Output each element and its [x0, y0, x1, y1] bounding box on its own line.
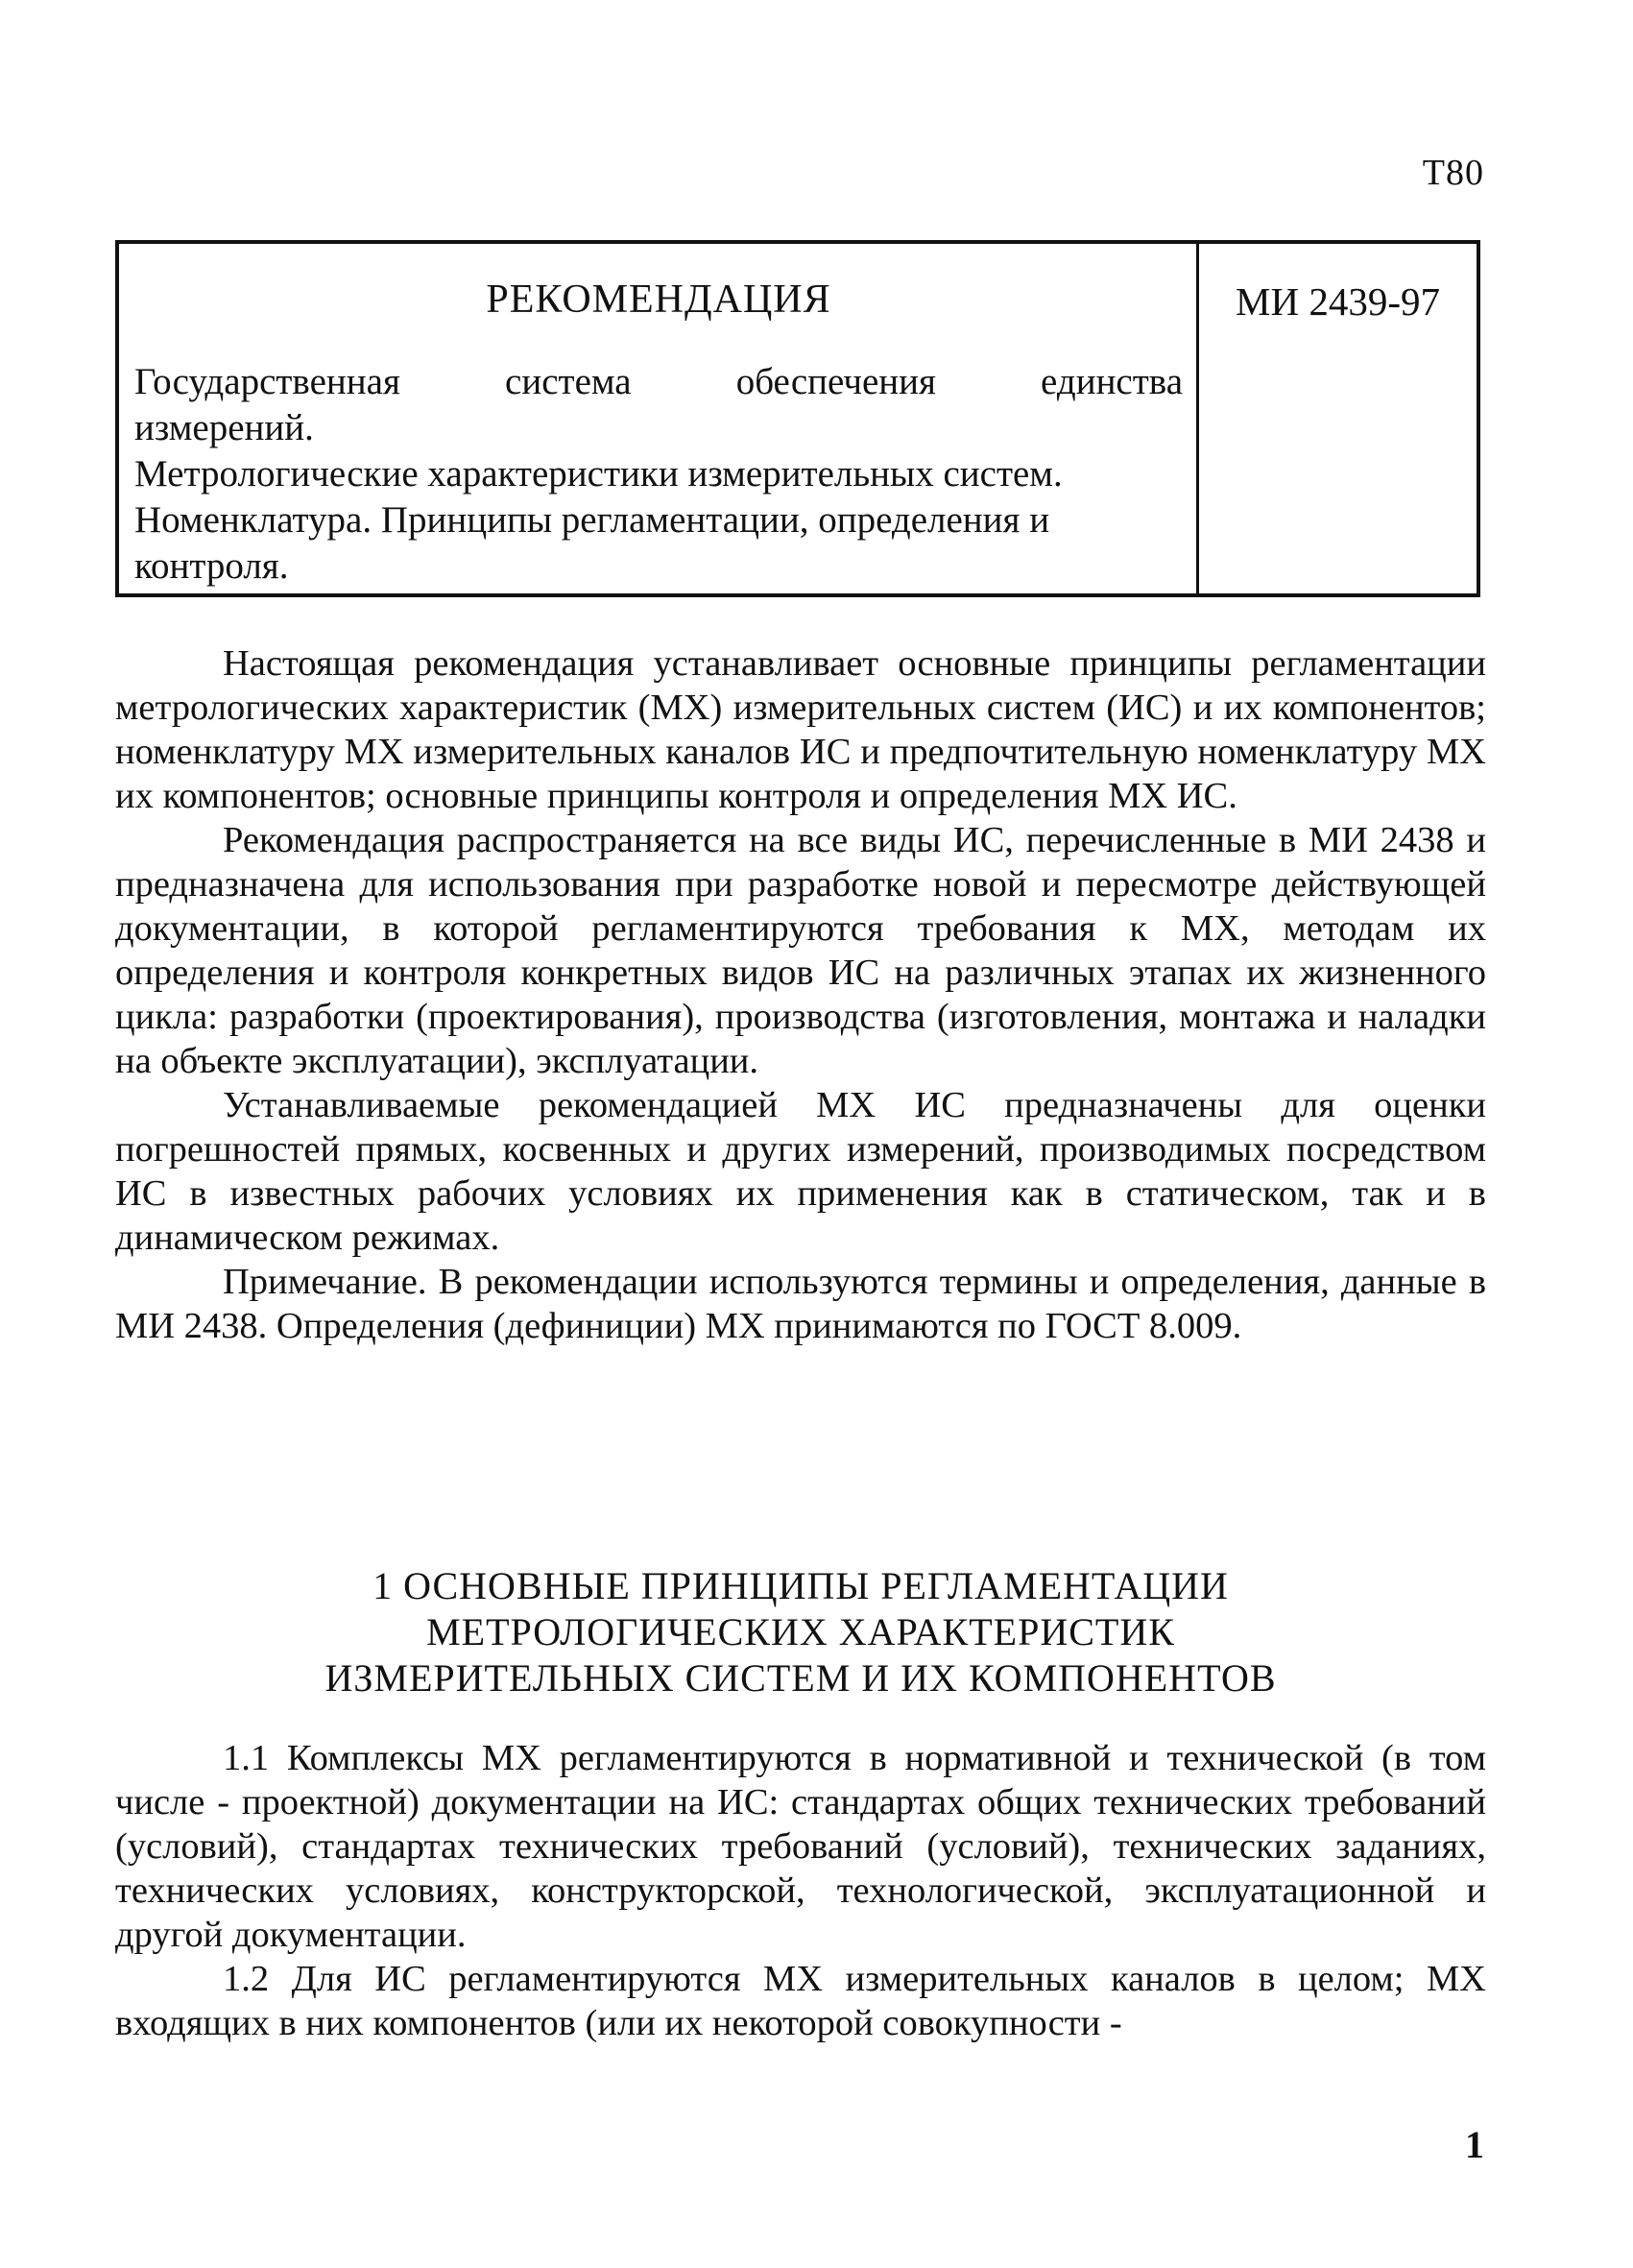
document-subject — [134, 359, 1183, 590]
subject-line: контроля. — [134, 545, 289, 587]
subject-line: Метрологические характеристики измерительных систем. — [134, 453, 1063, 495]
intro-text — [115, 641, 1486, 1348]
clause-1-2: 1.2 Для ИС регламентируются МХ измерительных каналов в целом; МХ входящих в них компонентов (или их некоторой совокупности - — [115, 1959, 1486, 2043]
header-number-cell — [1199, 244, 1477, 593]
document-number: МИ 2439-97 — [1236, 279, 1440, 324]
document-header-table — [115, 240, 1480, 597]
section-1-body — [115, 1736, 1486, 2045]
subject-line: Номенклатура. Принципы регламентации, определения и — [134, 499, 1050, 541]
intro-paragraph: Настоящая рекомендация устанавливает основные принципы регламентации метрологических характеристик (МХ) измерительных систем (ИС) и их компонентов; номенклатуру МХ измерительных каналов ИС и предпочтительную номенклатуру МХ их компонентов; основные принципы контроля и определения МХ ИС. — [115, 643, 1486, 816]
section-1-heading — [115, 1563, 1486, 1701]
intro-paragraph: Рекомендация распространяется на все виды ИС, перечисленные в МИ 2438 и предназначена для использования при разработке новой и пересмотре действующей документации, в которой регламентируются требования к МХ, методам их определения и контроля конкретных видов ИС на различных этапах их жизненного цикла: разработки (проектирования), производства (изготовления, монтажа и наладки на объекте эксплуатации), эксплуатации. — [115, 820, 1486, 1081]
heading-line: МЕТРОЛОГИЧЕСКИХ ХАРАКТЕРИСТИК — [426, 1610, 1175, 1653]
intro-paragraph: Устанавливаемые рекомендацией МХ ИС предназначены для оценки погрешностей прямых, косвенных и других измерений, производимых посредством ИС в известных рабочих условиях их применения как в статическом, так и в динамическом режимах. — [115, 1085, 1486, 1258]
heading-line: 1 ОСНОВНЫЕ ПРИНЦИПЫ РЕГЛАМЕНТАЦИИ — [372, 1564, 1229, 1607]
heading-line: ИЗМЕРИТЕЛЬНЫХ СИСТЕМ И ИХ КОМПОНЕНТОВ — [324, 1656, 1277, 1700]
document-code: Т80 — [1422, 153, 1484, 193]
clause-1-1: 1.1 Комплексы МХ регламентируются в нормативной и технической (в том числе - проектной) документации на ИС: стандартах общих технических требований (условий), стандартах технических требований (условий), технических заданиях, технических условиях, конструкторской, технологической, эксплуатационной и другой документации. — [115, 1738, 1486, 1955]
page-number: 1 — [1465, 2123, 1484, 2166]
note-paragraph: Примечание. В рекомендации используются термины и определения, данные в МИ 2438. Определения (дефиниции) МХ принимаются по ГОСТ 8.009. — [115, 1262, 1486, 1346]
subject-line: измерений. — [134, 407, 314, 448]
header-title-cell — [119, 244, 1199, 593]
recommendation-title: РЕКОМЕНДАЦИЯ — [486, 277, 831, 322]
subject-line: Государственная система обеспечения единства — [134, 361, 1183, 402]
